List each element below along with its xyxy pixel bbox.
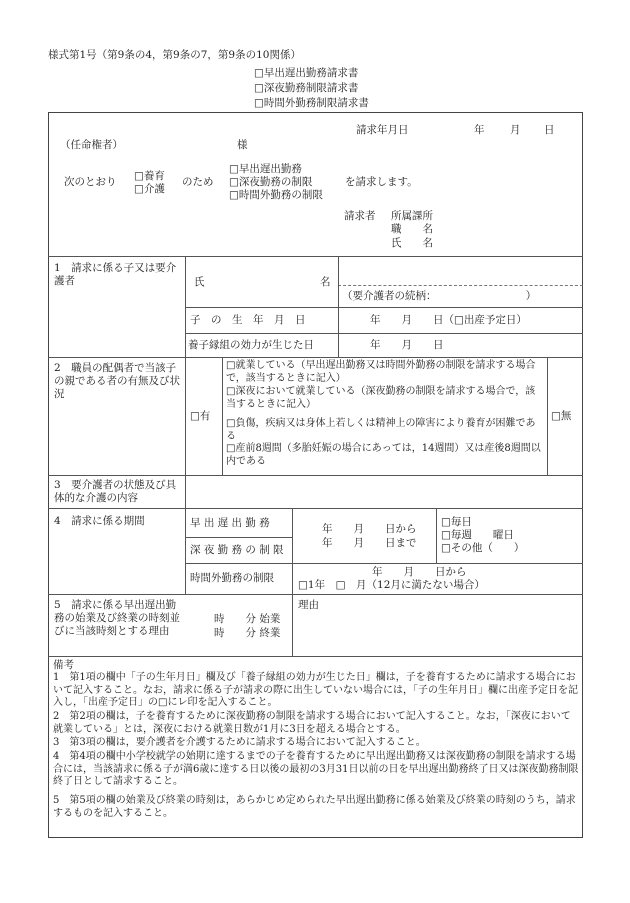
sama-label: 様 xyxy=(237,139,248,151)
note-5: 5 第5項の欄の始業及び終業の時刻は，あらかじめ定められた早出遅出勤務に係る始業及び終業の時刻のうち，請求するものを記入すること。 xyxy=(53,795,576,819)
note-3: 3 第3項の欄は，要介護者を介護するために請求する場合において記入すること。 xyxy=(53,737,426,748)
spouse-status-maternity[interactable]: □産前8週間（多胎妊娠の場合にあっては，14週間）又は産後8週間以内である xyxy=(226,443,541,467)
spouse-status-disabled[interactable]: □負傷，疾病又は身体上若しくは精神上の障害により養育が困難である xyxy=(226,418,536,442)
reason-label: 理由 xyxy=(298,599,319,611)
section5-label: 5 請求に係る早出遅出勤務の始業及び終業の時刻並びに当該時刻とする理由 xyxy=(54,599,180,637)
notes-title: 備考 xyxy=(53,659,74,671)
freq-daily-checkbox[interactable]: □毎日 xyxy=(441,516,472,528)
as-follows-label: 次のとおり xyxy=(64,176,117,188)
care-option-nurture[interactable]: □養育 xyxy=(134,170,165,182)
requester-label: 請求者 xyxy=(344,210,376,222)
spouse-status-working[interactable]: □就業している（早出遅出勤務又は時間外勤務の制限を請求する場合で，該当するときに記入） xyxy=(226,360,536,384)
overtime-from[interactable]: 年 月 日から xyxy=(372,566,467,578)
title-early-late[interactable]: □早出遅出勤務請求書 xyxy=(254,67,359,79)
request-month: 月 xyxy=(510,124,521,136)
period-to[interactable]: 年 月 日まで xyxy=(322,537,417,549)
request-year: 年 xyxy=(474,124,485,136)
note-4: 4 第4項の欄中小学校就学の始期に達するまでの子を養育するために早出遅出勤務又は深夜勤務の制限を請求する場合には，当該請求に係る子が満6歳に達する日以後の最初の3月31日以前の日を早出遅出勤務終了日又は深夜勤務制限終了日として請求すること。 xyxy=(53,751,579,787)
period-from[interactable]: 年 月 日から xyxy=(322,523,417,535)
appointer-label: （任命権者） xyxy=(60,139,123,151)
request-option-night[interactable]: □深夜勤務の制限 xyxy=(229,176,313,188)
adoption-date-label: 養子縁組の効力が生じた日 xyxy=(188,339,314,351)
spouse-status-night[interactable]: □深夜において就業している（深夜勤務の制限を請求する場合で，該当するときに記入） xyxy=(226,386,536,410)
section4-label: 4 請求に係る期間 xyxy=(54,515,145,527)
position-label: 職 名 xyxy=(391,223,433,235)
request-suffix: を請求します。 xyxy=(345,176,418,188)
start-time-field[interactable]: 時 分 始業 xyxy=(214,613,281,625)
section2-label: 2 職員の配偶者で当該子の親である者の有無及び状況 xyxy=(54,362,180,400)
birth-date-label: 子 の 生 年 月 日 xyxy=(190,314,306,326)
for-label: のため xyxy=(182,176,214,188)
night-limit-label: 深 夜 勤 務 の 制 限 xyxy=(190,544,284,556)
request-option-early-late[interactable]: □早出遅出勤務 xyxy=(229,163,302,175)
adoption-date-field[interactable]: 年 月 日 xyxy=(370,339,444,351)
form-number: 様式第1号（第9条の4，第9条の7，第9条の10関係） xyxy=(48,49,301,61)
early-late-label: 早 出 遅 出 勤 務 xyxy=(190,517,270,529)
title-night-limit[interactable]: □深夜勤務制限請求書 xyxy=(254,82,359,94)
title-overtime-limit[interactable]: □時間外勤務制限請求書 xyxy=(254,97,369,109)
request-day: 日 xyxy=(544,124,555,136)
care-option-nursing[interactable]: □介護 xyxy=(134,183,165,195)
relation-field[interactable]: （要介護者の続柄： ） xyxy=(342,290,537,302)
overtime-limit-label: 時間外勤務の制限 xyxy=(190,572,274,584)
freq-other-checkbox[interactable]: □その他（ ） xyxy=(441,542,525,554)
note-2: 2 第2項の欄は，子を養育するために深夜勤務の制限を請求する場合において記入すること。なお，「深夜において就業している」とは，深夜における就業日数が1月に3日を超える場合とする。 xyxy=(53,711,571,735)
spouse-none-checkbox[interactable]: □無 xyxy=(551,410,572,422)
section3-label: 3 要介護者の状態及び具体的な介護の内容 xyxy=(54,479,177,504)
birth-date-field[interactable]: 年 月 日（□出産予定日） xyxy=(370,314,527,326)
freq-weekly-checkbox[interactable]: □毎週 曜日 xyxy=(441,529,514,541)
overtime-period[interactable]: □1年 □ 月（12月に満たない場合） xyxy=(298,579,485,591)
request-option-overtime[interactable]: □時間外勤務の制限 xyxy=(229,189,323,201)
section1-name-right: 名 xyxy=(320,276,331,288)
dept-label: 所属課所 xyxy=(391,210,433,222)
section1-name-left: 氏 xyxy=(194,276,205,288)
note-1: 1 第1項の欄中「子の生年月日」欄及び「養子縁組の効力が生じた日」欄は，子を養育するために請求する場合において記入すること。なお，請求に係る子が請求の際に出生していない場合には，「子の生年月日」欄に出産予定日を記入し，「出産予定日」の□にレ印を記入すること。 xyxy=(53,672,578,708)
name-label: 氏 名 xyxy=(391,237,433,249)
request-date-label: 請求年月日 xyxy=(356,124,409,136)
end-time-field[interactable]: 時 分 終業 xyxy=(214,627,281,639)
section1-label: 1 請求に係る子又は要介護者 xyxy=(54,262,177,287)
spouse-has-checkbox[interactable]: □有 xyxy=(190,410,211,422)
